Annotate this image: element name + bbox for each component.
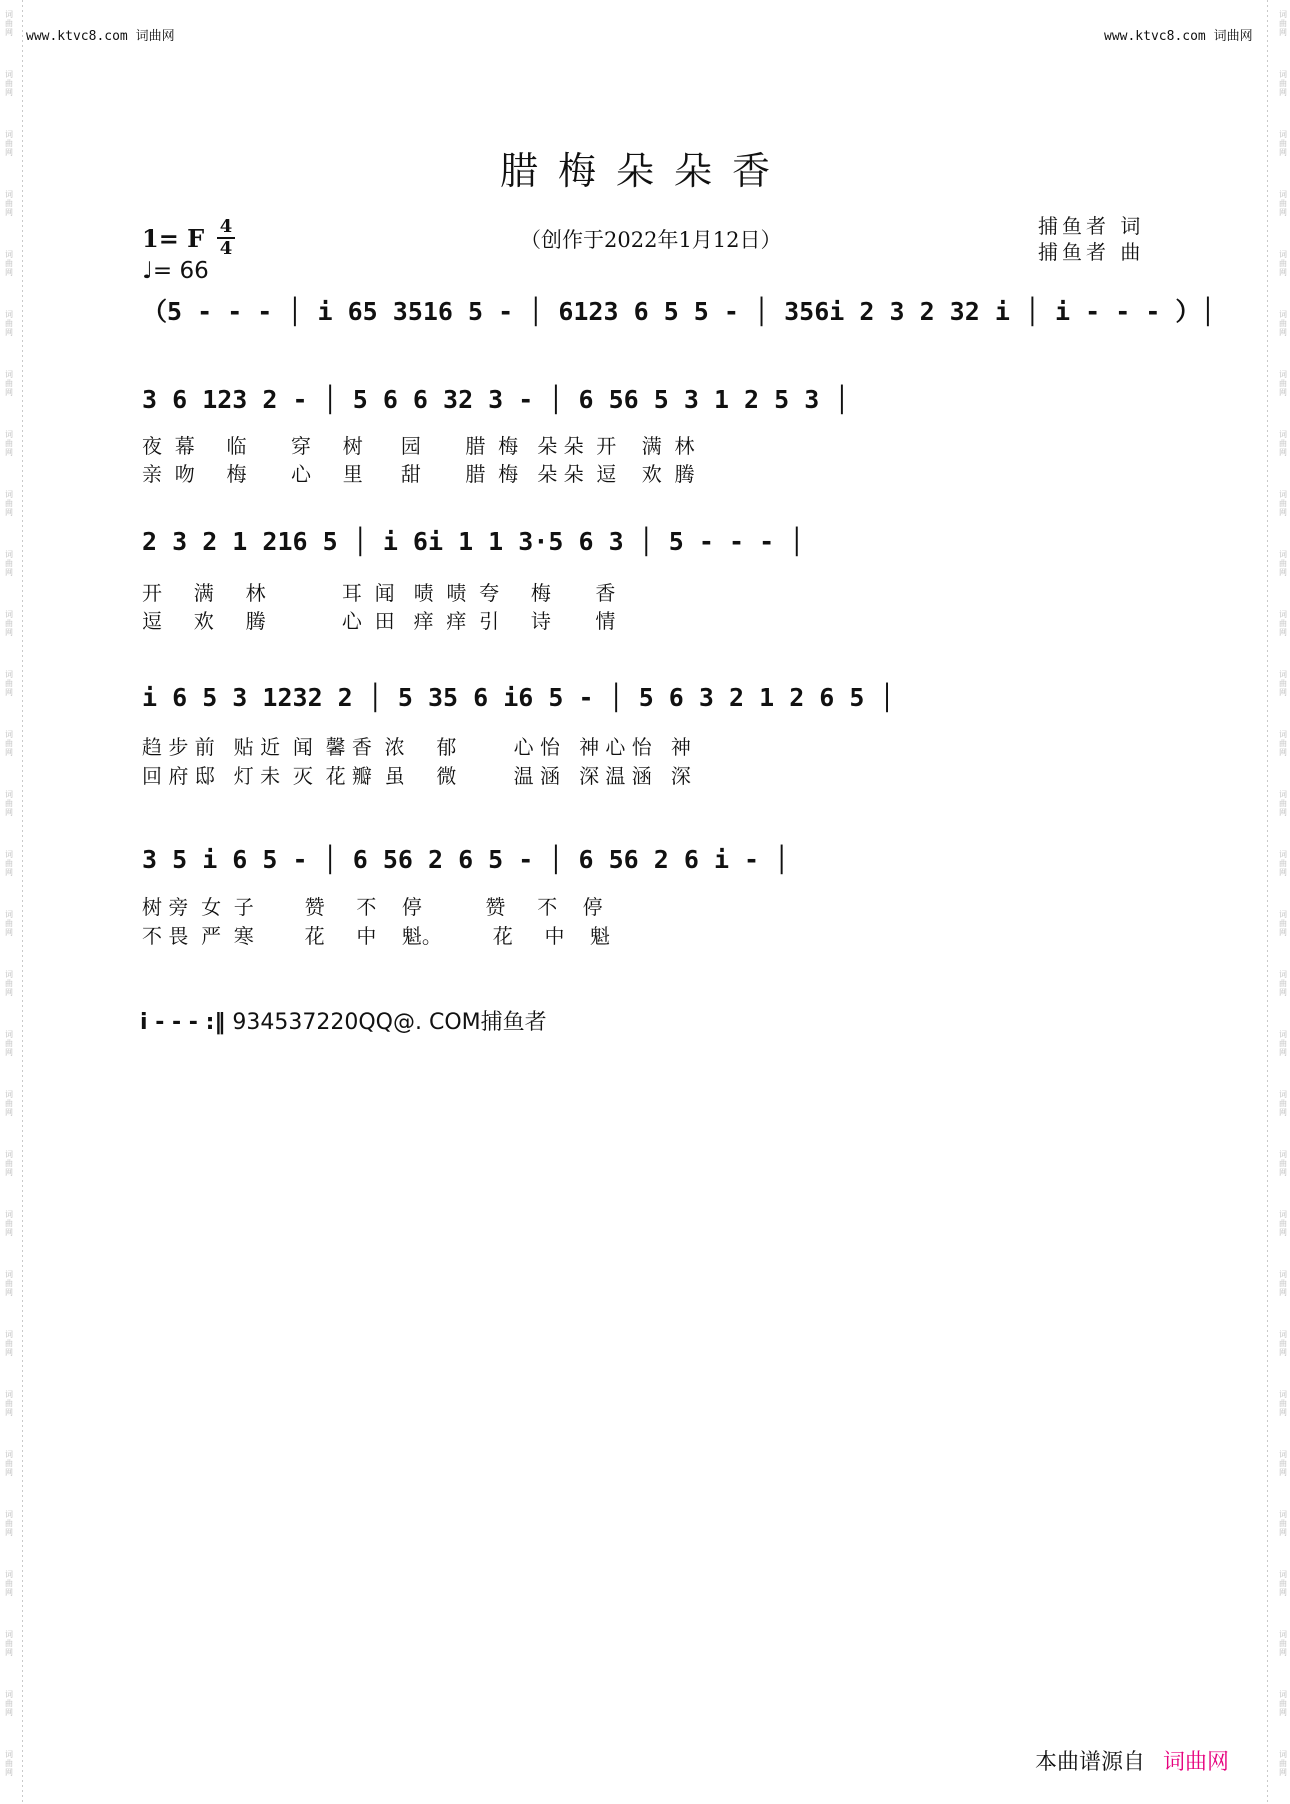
side-watermark-mark: 词 曲 网 bbox=[1279, 550, 1287, 577]
ending-notes: i - - - :‖ bbox=[140, 1010, 226, 1035]
lyric-row-4-verse-2: 不 畏 严 寒 花 中 魁。 花 中 魁 bbox=[142, 924, 610, 948]
side-watermark-mark: 词 曲 网 bbox=[1279, 70, 1287, 97]
side-watermark-mark: 词 曲 网 bbox=[5, 70, 13, 97]
side-watermark-mark: 词 曲 网 bbox=[5, 250, 13, 277]
site-label-left: www.ktvc8.com 词曲网 bbox=[26, 29, 175, 44]
side-watermark-mark: 词 曲 网 bbox=[5, 1570, 13, 1597]
side-watermark-mark: 词 曲 网 bbox=[1279, 1450, 1287, 1477]
lyric-row-1-verse-1: 夜 幕 临 穿 树 园 腊 梅 朵 朵 开 满 林 bbox=[142, 434, 695, 458]
notation-row-3: i 6 5 3 1232 2 │ 5 35 6 i6 5 - │ 5 6 3 2 1 2 6 5 │ bbox=[142, 683, 895, 712]
side-watermark-mark: 词 曲 网 bbox=[5, 1030, 13, 1057]
side-watermark-mark: 词 曲 网 bbox=[1279, 670, 1287, 697]
side-watermark-mark: 词 曲 网 bbox=[5, 1690, 13, 1717]
notation-row-2: 2 3 2 1 216 5 │ i 6i 1 1 3·5 6 3 │ 5 - - - │ bbox=[142, 527, 805, 556]
song-title: 腊梅朵朵香 bbox=[499, 149, 790, 193]
side-watermark-mark: 词 曲 网 bbox=[5, 490, 13, 517]
side-watermark-mark: 词 曲 网 bbox=[5, 190, 13, 217]
side-watermark-mark: 词 曲 网 bbox=[5, 670, 13, 697]
lyric-row-3-verse-1: 趋 步 前 贴 近 闻 馨 香 浓 郁 心 怡 神 心 怡 神 bbox=[142, 735, 691, 759]
side-watermark-mark: 词 曲 网 bbox=[1279, 730, 1287, 757]
side-watermark-mark: 词 曲 网 bbox=[1279, 250, 1287, 277]
side-watermark-mark: 词 曲 网 bbox=[1279, 850, 1287, 877]
side-watermark-mark: 词 曲 网 bbox=[5, 310, 13, 337]
notation-row-4: 3 5 i 6 5 - │ 6 56 2 6 5 - │ 6 56 2 6 i - │ bbox=[142, 845, 790, 874]
side-watermark-mark: 词 曲 网 bbox=[1279, 310, 1287, 337]
side-watermark-mark: 词 曲 网 bbox=[5, 370, 13, 397]
side-watermark-mark: 词 曲 网 bbox=[1279, 1390, 1287, 1417]
side-watermark-mark: 词 曲 网 bbox=[1279, 430, 1287, 457]
side-watermark-mark: 词 曲 网 bbox=[5, 970, 13, 997]
side-watermark-mark: 词 曲 网 bbox=[1279, 1150, 1287, 1177]
side-watermark-mark: 词 曲 网 bbox=[1279, 1270, 1287, 1297]
notation-row-1: 3 6 123 2 - │ 5 6 6 32 3 - │ 6 56 5 3 1 2 5 3 │ bbox=[142, 385, 850, 414]
side-watermark-mark: 词 曲 网 bbox=[1279, 1030, 1287, 1057]
source-brand-link[interactable]: 词曲网 bbox=[1163, 1750, 1230, 1775]
side-watermark-mark: 词 曲 网 bbox=[5, 10, 13, 37]
side-watermark-mark: 词 曲 网 bbox=[1279, 1570, 1287, 1597]
site-label-right: www.ktvc8.com 词曲网 bbox=[1104, 29, 1253, 44]
side-watermark-mark: 词 曲 网 bbox=[5, 1390, 13, 1417]
side-watermark-mark: 词 曲 网 bbox=[1279, 1630, 1287, 1657]
side-watermark-mark: 词 曲 网 bbox=[5, 790, 13, 817]
side-watermark-mark: 词 曲 网 bbox=[5, 430, 13, 457]
side-watermark-mark: 词 曲 网 bbox=[5, 1150, 13, 1177]
key-signature: 1= F bbox=[142, 224, 205, 253]
side-watermark-mark: 词 曲 网 bbox=[1279, 190, 1287, 217]
side-watermark-mark: 词 曲 网 bbox=[1279, 370, 1287, 397]
lyric-row-2-verse-1: 开 满 林 耳 闻 啧 啧 夸 梅 香 bbox=[142, 581, 616, 605]
side-watermark-mark: 词 曲 网 bbox=[1279, 1510, 1287, 1537]
side-watermark-mark: 词 曲 网 bbox=[5, 1510, 13, 1537]
quarter-note-icon: ♩ bbox=[142, 258, 153, 284]
side-watermark-mark: 词 曲 网 bbox=[1279, 490, 1287, 517]
side-watermark-mark: 词 曲 网 bbox=[5, 1330, 13, 1357]
side-watermark-mark: 词 曲 网 bbox=[5, 1270, 13, 1297]
side-watermark-mark: 词 曲 网 bbox=[5, 730, 13, 757]
tempo-value: = 66 bbox=[152, 258, 209, 284]
score-footer bbox=[140, 1005, 547, 1036]
side-watermark-mark: 词 曲 网 bbox=[1279, 790, 1287, 817]
side-watermark-mark: 词 曲 网 bbox=[1279, 610, 1287, 637]
side-watermark-mark: 词 曲 网 bbox=[1279, 1090, 1287, 1117]
side-watermark-mark: 词 曲 网 bbox=[1279, 1330, 1287, 1357]
source-credit bbox=[1035, 1745, 1229, 1776]
side-watermark-mark: 词 曲 网 bbox=[5, 1210, 13, 1237]
side-watermark-mark: 词 曲 网 bbox=[5, 550, 13, 577]
side-watermark-mark: 词 曲 网 bbox=[1279, 910, 1287, 937]
time-signature-top: 4 bbox=[219, 216, 233, 237]
time-signature-bottom: 4 bbox=[219, 238, 233, 259]
side-watermark-mark: 词 曲 网 bbox=[1279, 10, 1287, 37]
lyric-row-3-verse-2: 回 府 邸 灯 未 灭 花 瓣 虽 微 温 涵 深 温 涵 深 bbox=[142, 764, 691, 788]
source-label: 本曲谱源自 bbox=[1035, 1750, 1146, 1775]
contact-text: 934537220QQ@. COM捕鱼者 bbox=[232, 1010, 547, 1035]
lyric-row-4-verse-1: 树 旁 女 子 赞 不 停 赞 不 停 bbox=[142, 895, 603, 919]
side-watermark-mark: 词 曲 网 bbox=[1279, 130, 1287, 157]
side-watermark-mark: 词 曲 网 bbox=[5, 610, 13, 637]
side-watermark-mark: 词 曲 网 bbox=[1279, 1750, 1287, 1777]
notation-row-0: （5 - - - │ i 65 3516 5 - │ 6123 6 5 5 - │ 356i 2 3 2 32 i │ i - - - ）│ bbox=[142, 297, 1216, 326]
side-watermark-mark: 词 曲 网 bbox=[5, 1450, 13, 1477]
side-watermark-mark: 词 曲 网 bbox=[1279, 970, 1287, 997]
lyric-row-2-verse-2: 逗 欢 腾 心 田 痒 痒 引 诗 情 bbox=[142, 609, 616, 633]
side-watermark-mark: 词 曲 网 bbox=[5, 910, 13, 937]
composer-credit: 捕鱼者 曲 bbox=[1038, 240, 1145, 264]
side-watermark-mark: 词 曲 网 bbox=[5, 1750, 13, 1777]
song-subtitle: （创作于2022年1月12日） bbox=[520, 228, 782, 252]
side-watermark-mark: 词 曲 网 bbox=[1279, 1210, 1287, 1237]
side-watermark-mark: 词 曲 网 bbox=[5, 850, 13, 877]
side-watermark-mark: 词 曲 网 bbox=[5, 1090, 13, 1117]
lyricist-credit: 捕鱼者 词 bbox=[1038, 214, 1145, 238]
side-watermark-mark: 词 曲 网 bbox=[5, 1630, 13, 1657]
side-watermark-mark: 词 曲 网 bbox=[1279, 1690, 1287, 1717]
lyric-row-1-verse-2: 亲 吻 梅 心 里 甜 腊 梅 朵 朵 逗 欢 腾 bbox=[142, 462, 695, 486]
side-watermark-mark: 词 曲 网 bbox=[5, 130, 13, 157]
